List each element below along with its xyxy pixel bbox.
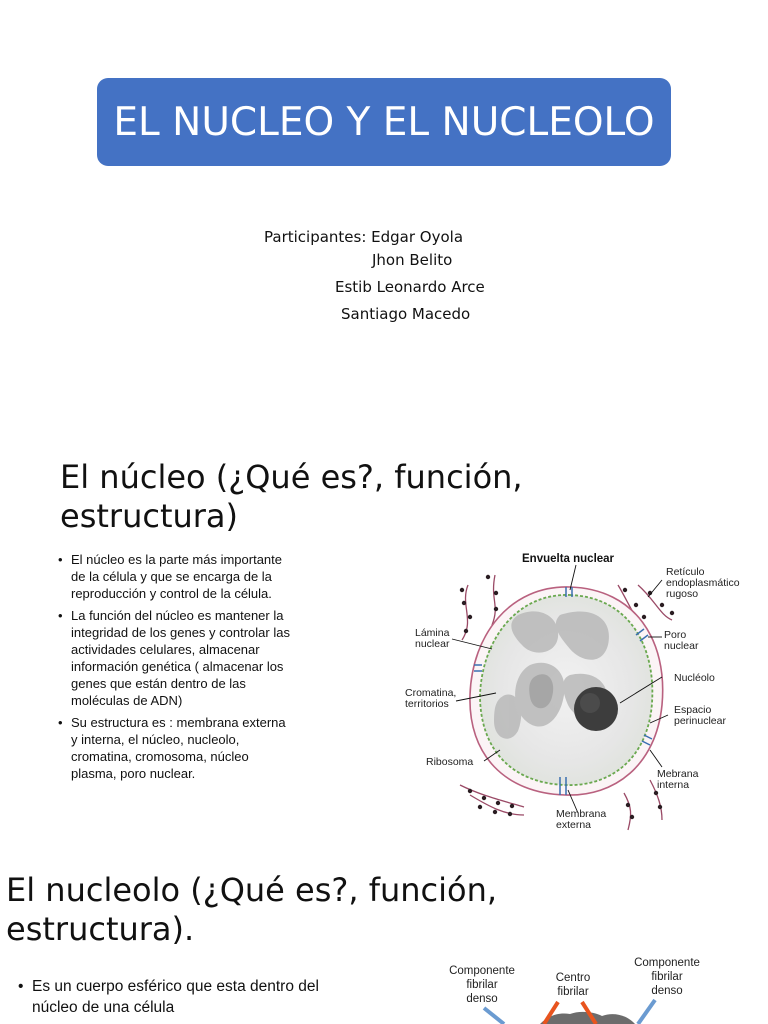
arrow-blue-left (484, 1008, 504, 1024)
section2-title-line2: estructura). (6, 910, 195, 948)
label-poro: nuclear (664, 640, 699, 652)
label-centro-fibrilar: fibrilar (557, 986, 589, 998)
participant-name: Estib Leonardo Arce (335, 278, 485, 296)
label-centro-fibrilar: Centro (555, 972, 591, 984)
bullet-item: • La función del núcleo es mantener la integridad de los genes y controlar las actividades celulares, almacenar información genética ( almacenar los genes que están dentro de las moléculas de ADN) (58, 607, 290, 709)
label-espacio: perinuclear (674, 715, 726, 727)
label-componente-fibrilar-denso: Componente (449, 965, 515, 977)
nucleolus-diagram (430, 950, 730, 1024)
participants-label: Participantes: Edgar Oyola (264, 228, 464, 246)
label-reticulo: endoplasmático (666, 577, 740, 589)
participant-name: Jhon Belito (372, 251, 453, 269)
label-lamina: nuclear (415, 638, 450, 650)
arrow-blue-right (638, 1000, 655, 1024)
label-poro: Poro (664, 629, 687, 641)
label-mebrana-interna: interna (657, 779, 690, 791)
label-componente-fibrilar-denso: fibrilar (466, 979, 498, 991)
label-componente-fibrilar-denso-right: denso (651, 985, 683, 997)
participant-name: Santiago Macedo (341, 305, 471, 323)
section1-title-line1: El núcleo (¿Qué es?, función, (60, 458, 523, 496)
bullet-item: • Su estructura es : membrana externa y interna, el núcleo, nucleolo, cromatina, cromosoma, núcleo plasma, poro nuclear. (58, 714, 290, 782)
section2-bullet-list (18, 976, 368, 1018)
label-lamina: Lámina (415, 627, 450, 639)
slide-title: EL NUCLEO Y EL NUCLEOLO (113, 99, 655, 145)
label-componente-fibrilar-denso-right: Componente (634, 957, 700, 969)
label-reticulo: rugoso (666, 588, 699, 600)
section1-title-line2: estructura) (60, 497, 239, 535)
label-componente-fibrilar-denso-right: fibrilar (651, 971, 683, 983)
bullet-item: • Es un cuerpo esférico que esta dentro del núcleo de una célula (18, 976, 368, 1018)
label-mebrana-interna: Mebrana (657, 768, 699, 780)
label-membrana-externa: externa (556, 819, 592, 831)
label-envuelta-nuclear: Envuelta nuclear (522, 553, 615, 565)
label-reticulo: Retículo (666, 566, 705, 578)
label-espacio: Espacio (674, 704, 712, 716)
nucleus-diagram (400, 545, 760, 835)
section1-bullet-list (58, 551, 290, 782)
section2-title-line1: El nucleolo (¿Qué es?, función, (6, 871, 498, 909)
label-ribosoma: Ribosoma (426, 756, 474, 768)
label-cromatina: Cromatina, (405, 687, 457, 699)
label-componente-fibrilar-denso: denso (466, 993, 498, 1005)
bullet-item: • El núcleo es la parte más importante de la célula y que se encarga de la reproducción y control de la célula. (58, 551, 290, 602)
label-nucleolo: Nucléolo (674, 672, 715, 684)
label-cromatina: territorios (405, 698, 449, 710)
title-banner (97, 78, 671, 166)
label-membrana-externa: Membrana (556, 808, 607, 820)
